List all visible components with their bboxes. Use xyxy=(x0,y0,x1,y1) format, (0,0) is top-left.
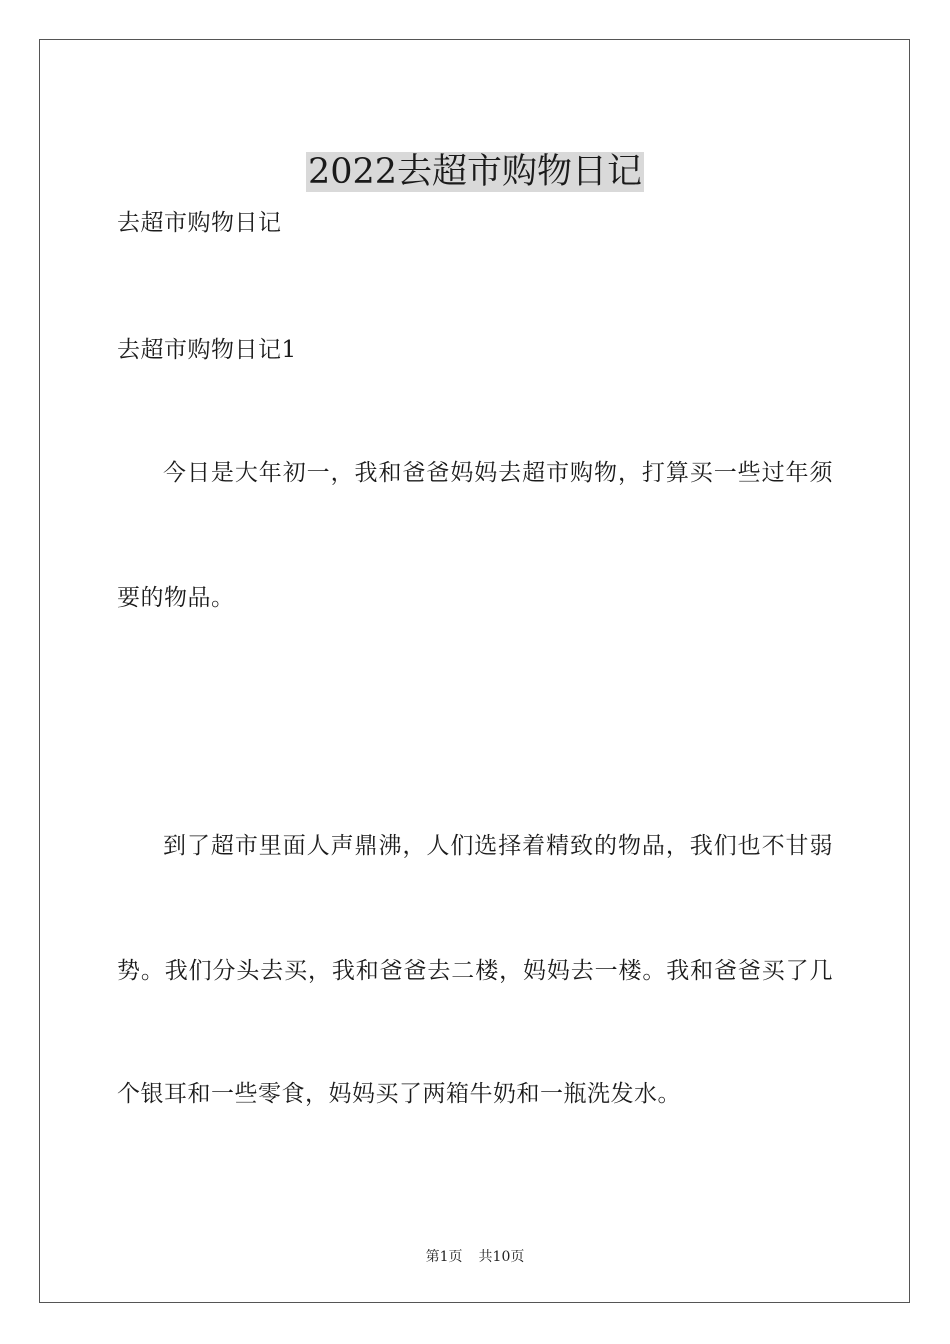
paragraph-2-line-3: 个银耳和一些零食，妈妈买了两箱牛奶和一瓶洗发水。 xyxy=(117,1081,681,1107)
document-title xyxy=(0,148,950,196)
paragraph-2-line-1: 到了超市里面人声鼎沸，人们选择着精致的物品，我们也不甘弱 xyxy=(163,833,833,859)
paragraph-1-line-1: 今日是大年初一，我和爸爸妈妈去超市购物，打算买一些过年须 xyxy=(163,460,833,486)
document-title-text: 2022去超市购物日记 xyxy=(307,152,643,193)
page-number: 第1页 xyxy=(425,1249,463,1265)
page-total: 共10页 xyxy=(478,1249,525,1265)
paragraph-1-line-2: 要的物品。 xyxy=(117,585,235,611)
section-heading: 去超市购物日记1 xyxy=(117,337,297,363)
paragraph-2-line-2: 势。我们分头去买，我和爸爸去二楼，妈妈去一楼。我和爸爸买了几 xyxy=(117,958,833,984)
page-footer xyxy=(0,1248,950,1266)
document-subtitle: 去超市购物日记 xyxy=(117,210,282,236)
